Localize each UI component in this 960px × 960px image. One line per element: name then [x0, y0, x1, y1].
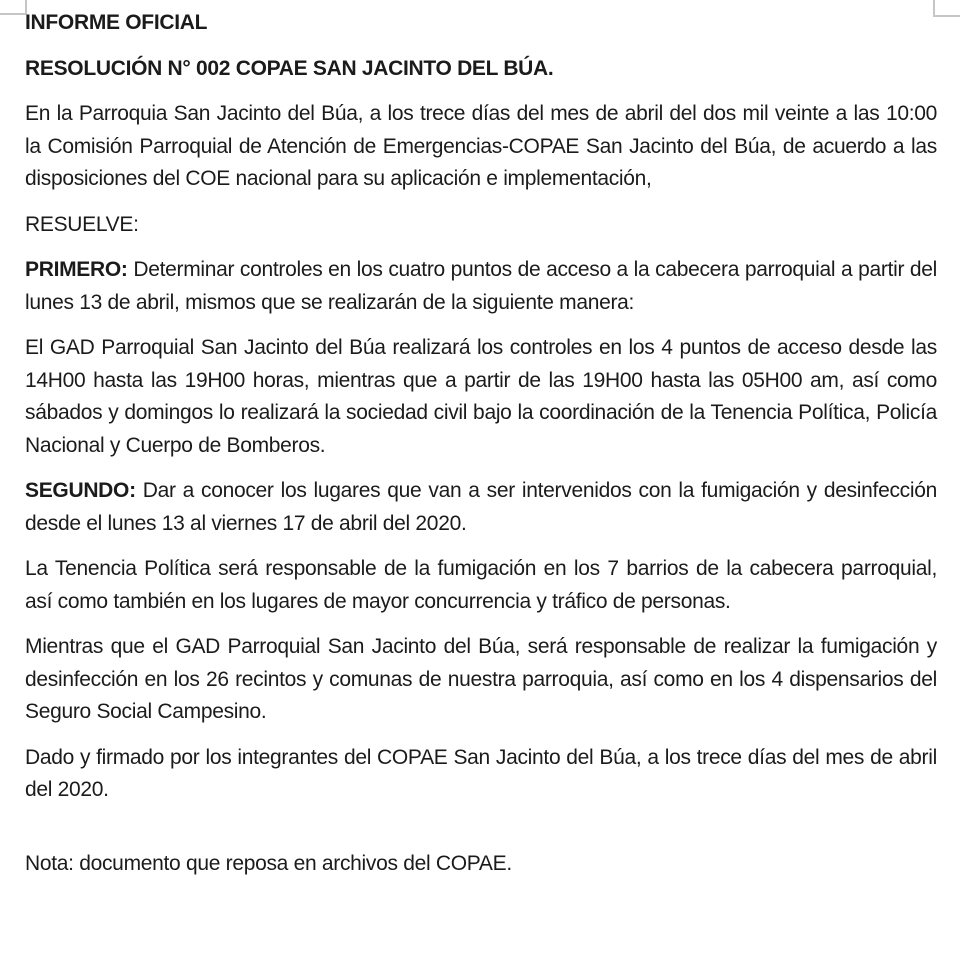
article-primero-label: PRIMERO: [25, 258, 128, 281]
document-title: INFORME OFICIAL [25, 11, 208, 34]
resolve-label-text: RESUELVE: [25, 212, 139, 236]
gad-fumigacion-paragraph [25, 631, 937, 729]
page-corner-mark-top-right [933, 0, 960, 17]
page-corner-mark-top-left [0, 0, 27, 15]
article-segundo-label: SEGUNDO: [25, 479, 136, 502]
intro-paragraph-text: En la Parroquia San Jacinto del Búa, a los trece días del mes de abril del dos mil veinte a las 10:00 la Comisión Parroquial de Atención de Emergencias-COPAE San Jacinto del Búa, de acuerdo a las disposiciones del COE nacional para su aplicación e implementación, [25, 102, 937, 190]
article-primero [25, 254, 937, 319]
controls-detail-paragraph [25, 332, 937, 462]
tenencia-politica-paragraph [25, 553, 937, 618]
resolution-heading: RESOLUCIÓN N° 002 COPAE SAN JACINTO DEL BÚA. [25, 56, 554, 80]
intro-paragraph [25, 98, 937, 196]
official-report-document [25, 7, 937, 893]
article-segundo-text: Dar a conocer los lugares que van a ser intervenidos con la fumigación y desinfección desde el lunes 13 al viernes 17 de abril del 2020. [25, 479, 937, 535]
controls-detail-text: El GAD Parroquial San Jacinto del Búa realizará los controles en los 4 puntos de acceso desde las 14H00 hasta las 19H00 horas, mientras que a partir de las 19H00 hasta las 05H00 am, así como sábados y domingos lo realizará la sociedad civil bajo la coordinación de la Tenencia Política, Policía Nacional y Cuerpo de Bomberos. [25, 336, 937, 457]
closing-paragraph [25, 742, 937, 807]
gad-fumigacion-text: Mientras que el GAD Parroquial San Jacinto del Búa, será responsable de realizar la fumigación y desinfección en los 26 recintos y comunas de nuestra parroquia, así como en los 4 dispensarios del Seguro Social Campesino. [25, 635, 937, 723]
archive-note: Nota: documento que reposa en archivos del COPAE. [25, 851, 512, 875]
tenencia-politica-text: La Tenencia Política será responsable de la fumigación en los 7 barrios de la cabecera parroquial, así como también en los lugares de mayor concurrencia y tráfico de personas. [25, 557, 937, 613]
closing-paragraph-text: Dado y firmado por los integrantes del COPAE San Jacinto del Búa, a los trece días del mes de abril del 2020. [25, 745, 937, 801]
article-primero-text: Determinar controles en los cuatro puntos de acceso a la cabecera parroquial a partir del lunes 13 de abril, mismos que se realizarán de la siguiente manera: [25, 258, 937, 314]
resolve-label [25, 209, 937, 242]
article-segundo [25, 475, 937, 540]
